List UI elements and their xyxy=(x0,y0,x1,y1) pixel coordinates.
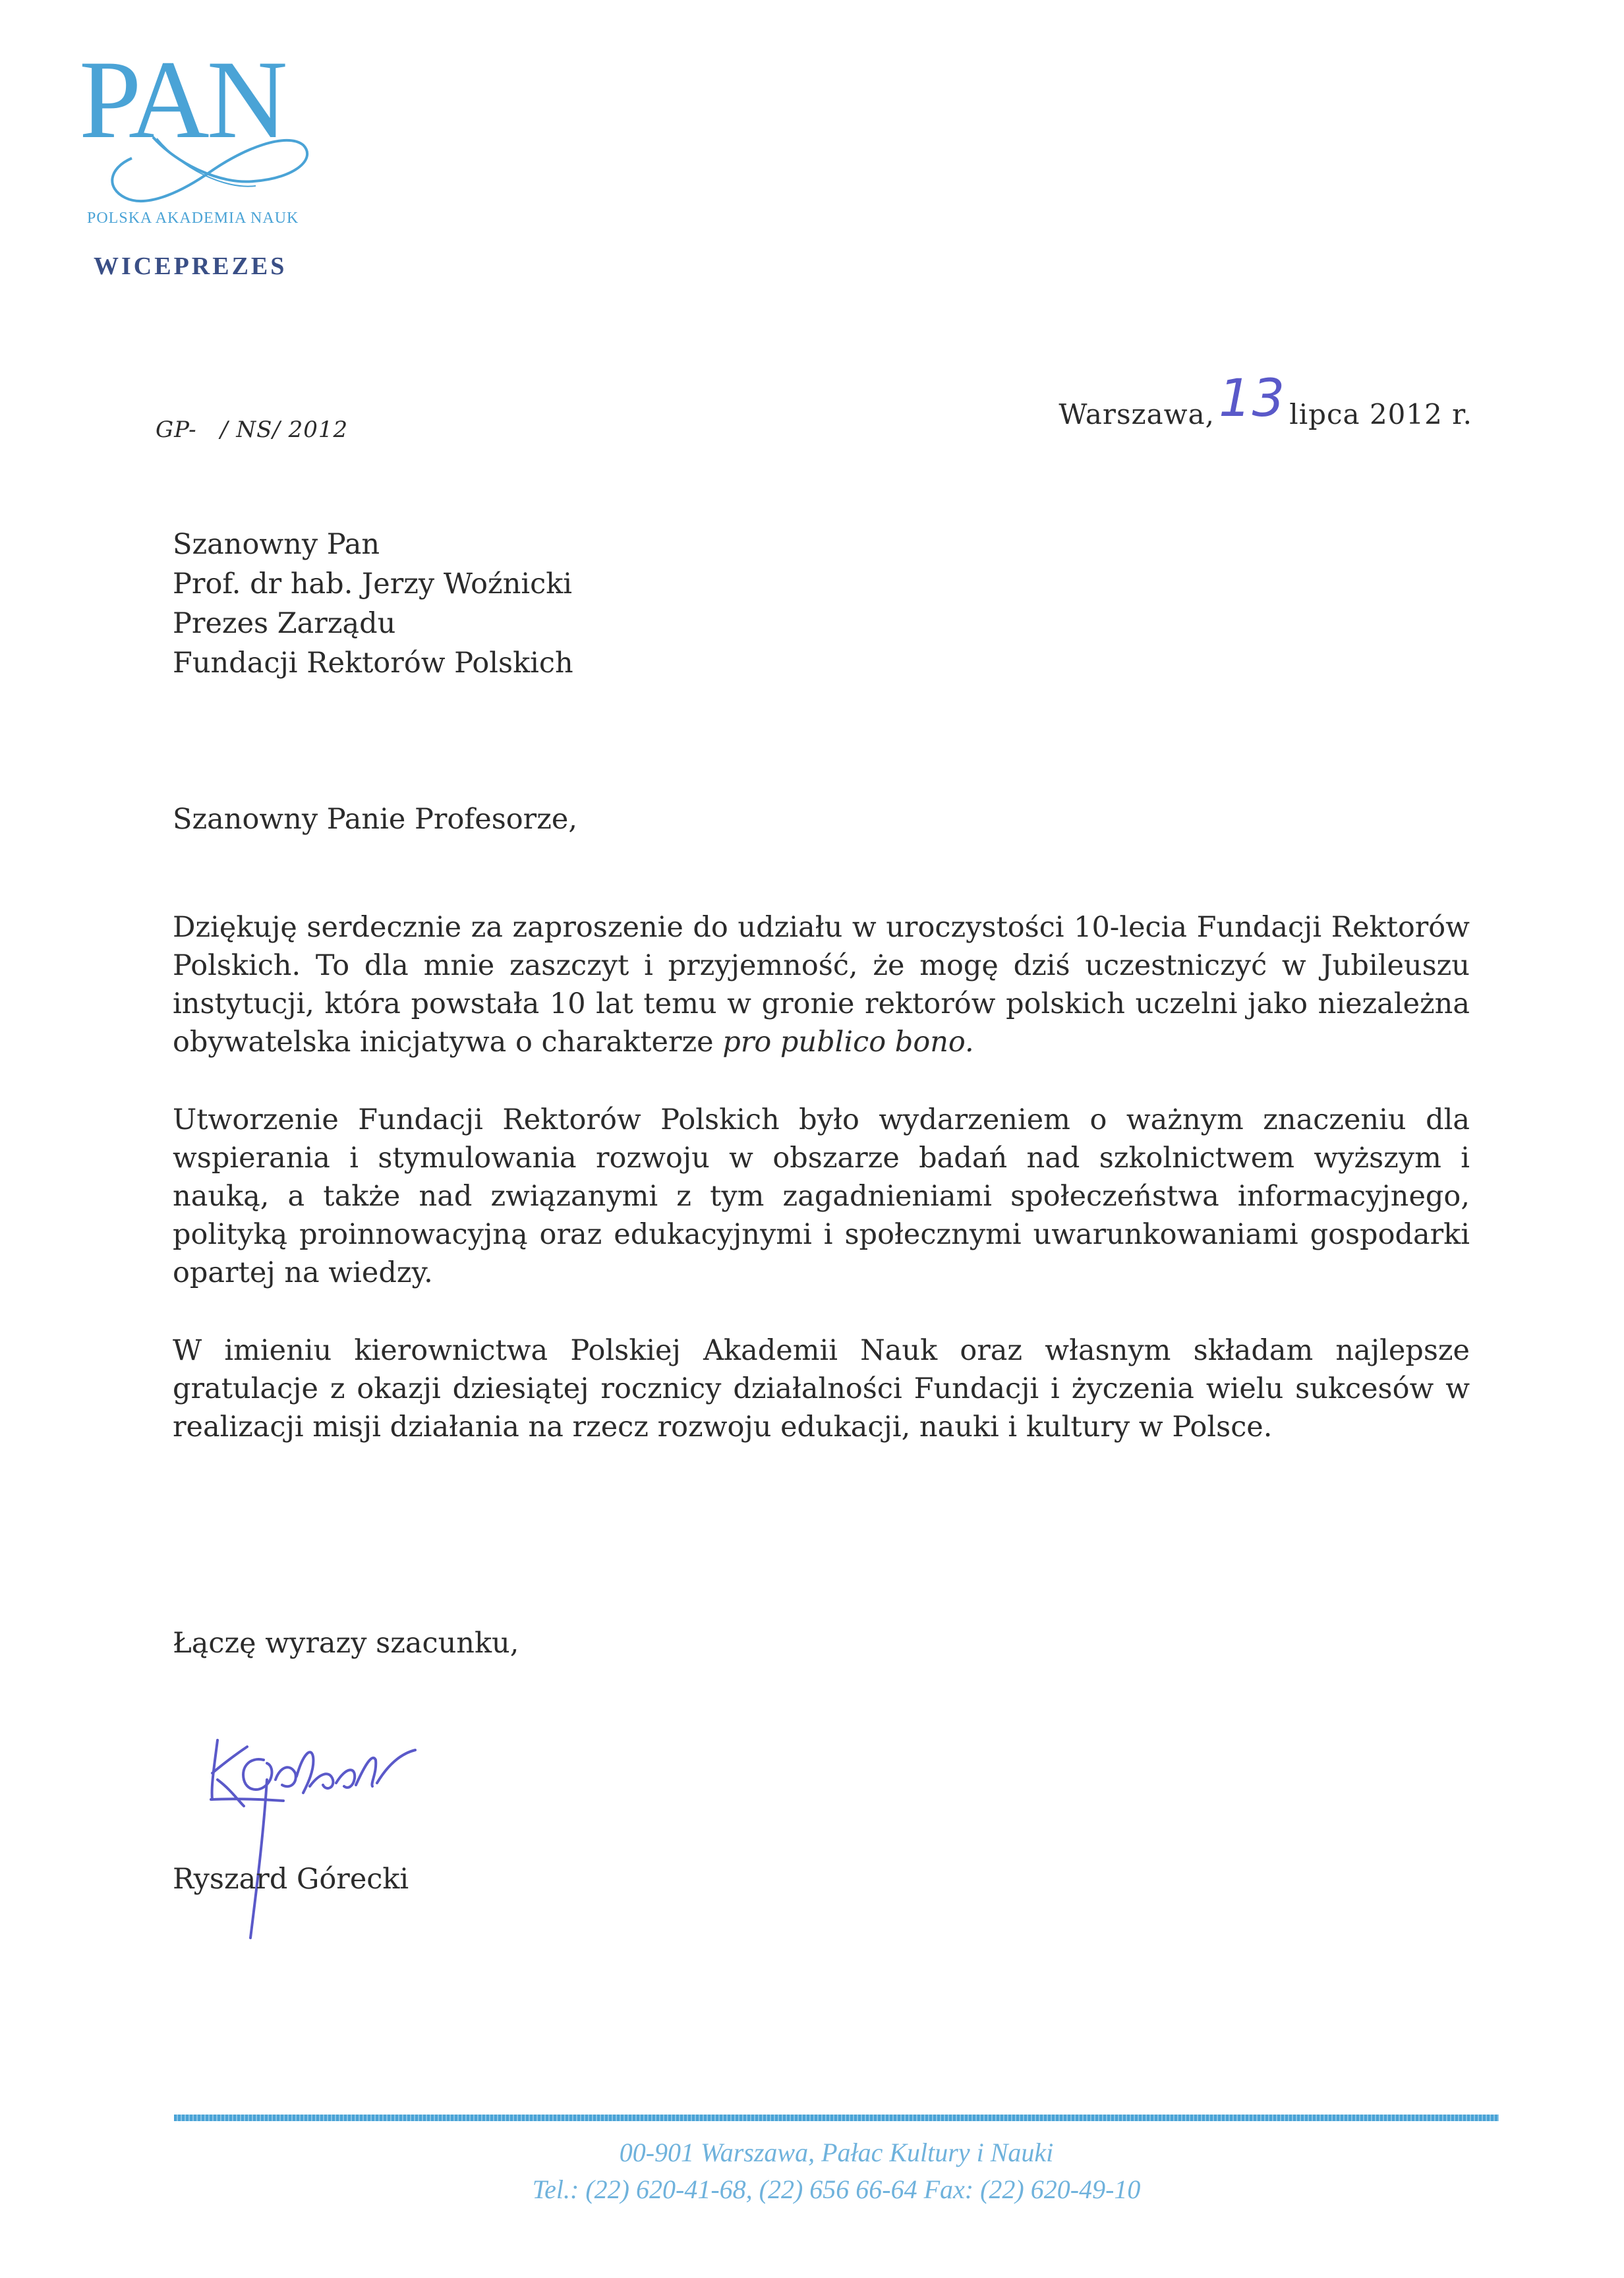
letter-date xyxy=(1058,369,1472,436)
date-rest: lipca 2012 r. xyxy=(1289,398,1472,430)
recipient-line: Szanowny Pan xyxy=(173,528,380,561)
body-paragraph-1-text: Dziękuję serdecznie za zaproszenie do udziału w uroczystości 10-lecia Fundacji Rektorów Polskich. To dla mnie zaszczyt i przyjemność, że mogę dziś uczestniczyć w Jubileuszu instytucji, która powstała 10 lat temu w gronie rektorów polskich uczelni jako niezależna obywatelska inicjatywa o charakterze xyxy=(173,911,1470,1059)
footer xyxy=(174,2134,1499,2208)
handwritten-signature xyxy=(198,1701,475,1964)
footer-divider xyxy=(174,2115,1499,2121)
reference-number: GP- / NS/ 2012 xyxy=(156,417,349,443)
date-day-handwritten: 13 xyxy=(1219,369,1286,428)
logo-subtitle: POLSKA AKADEMIA NAUK xyxy=(87,210,299,227)
pan-logo xyxy=(79,40,343,211)
sender-role: WICEPREZES xyxy=(94,252,287,280)
letter-body xyxy=(173,908,1470,1486)
body-paragraph-1 xyxy=(173,908,1470,1061)
recipient-line: Prof. dr hab. Jerzy Woźnicki xyxy=(173,568,573,600)
date-city: Warszawa, xyxy=(1058,398,1215,430)
pan-logo-graphic xyxy=(79,40,343,211)
footer-contact: Tel.: (22) 620-41-68, (22) 656 66-64 Fax: (22) 620-49-10 xyxy=(532,2175,1141,2204)
signer-name: Ryszard Górecki xyxy=(173,1863,409,1896)
body-paragraph-2: Utworzenie Fundacji Rektorów Polskich było wydarzeniem o ważnym znaczeniu dla wspierania i stymulowania rozwoju w obszarze badań nad szkolnictwem wyższym i nauką, a także nad związanymi z tym zagadnieniami społeczeństwa informacyjnego, polityką proinnowacyjną oraz edukacyjnymi i społecznymi uwarunkowaniami gospodarki opartej na wiedzy. xyxy=(173,1103,1470,1289)
body-paragraph-1-italic: pro publico bono. xyxy=(722,1026,974,1059)
salutation: Szanowny Panie Profesorze, xyxy=(173,803,578,836)
footer-address: 00-901 Warszawa, Pałac Kultury i Nauki xyxy=(619,2138,1054,2167)
closing-phrase: Łączę wyrazy szacunku, xyxy=(173,1627,519,1660)
recipient-line: Fundacji Rektorów Polskich xyxy=(173,647,573,680)
recipient-line: Prezes Zarządu xyxy=(173,607,396,640)
logo-text: PAN xyxy=(79,40,285,161)
body-paragraph-3: W imieniu kierownictwa Polskiej Akademii Nauk oraz własnym składam najlepsze gratulacje z okazji dziesiątej rocznicy działalności Fundacji i życzenia wielu sukcesów w realizacji misji działania na rzecz rozwoju edukacji, nauki i kultury w Polsce. xyxy=(173,1334,1470,1444)
recipient-address xyxy=(173,525,573,683)
